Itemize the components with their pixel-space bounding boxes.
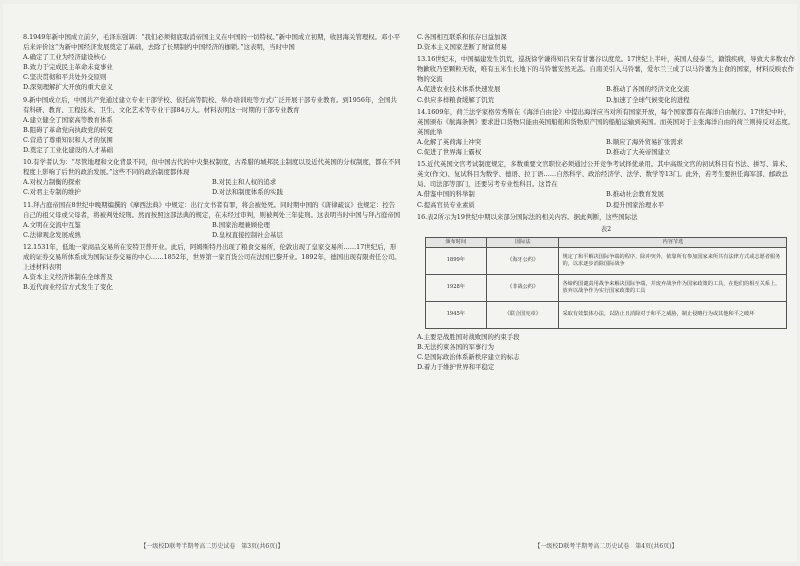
table-cell: 《海牙公约》	[487, 248, 559, 275]
exam-page-3	[23, 32, 401, 550]
option-d: D.皇权直接控制社会基层	[212, 230, 283, 239]
option-a: A.借鉴中国的科举制	[417, 190, 475, 199]
question-stem: 15.近代英国文官考试制度规定，多数重要文官职位必须通过公开竞争考试择优录用。其中高级文官的初试科目有书法、拼写、算术、英文(作文)、复试科目为数学、德语、拉丁语……自然科学、政治经济学、法学、数学等13门。此外，若考生要担任海军部、邮政总局、司法部等部门，还要另考专业性科目。这旨在	[417, 160, 792, 189]
option-c: C.是国际政治体系新秩序建立的标志	[417, 353, 520, 362]
table-header: 国际法	[487, 237, 559, 247]
option-c: C.法律观念发展成熟	[23, 230, 81, 239]
option-a: A.促进农业技术体系快速发展	[417, 85, 501, 94]
question-9	[23, 95, 401, 156]
option-b: B.顺应了海外贸易扩张需求	[606, 137, 684, 146]
option-c: C.促进了世界海上霸权	[417, 148, 482, 157]
option-b: B.致力于完成民主革命未竟事业	[23, 63, 113, 72]
option-d: D.资本主义国家垄断了财富贸易	[417, 43, 508, 52]
option-b: B.近代商业经营方式发生了变化	[23, 283, 113, 292]
table-cell: 规定了和平解决国际争端的程序，除冲突外，依靠所有参加国家来所共有法律方式或志愿者服务的，以求逐步消除国际战争	[559, 248, 787, 275]
question-15	[417, 159, 795, 209]
question-stem: 14.1609年，荷兰法学家格劳秀斯在《海洋自由论》中提出海洋应当对所有国家开放，每个国家都有在海洋自由航行。17世纪中叶，英国颁布《航海条例》要求进口货物只能由英国船舶和货物原产国的船舶运输到英国。而英国对于主张海洋自由的荷兰则持反对态度。英国此举	[417, 107, 795, 136]
option-d: D.着力于维护世界和平稳定	[417, 363, 495, 372]
page-footer: 【一级校D联考半期考高二历史试卷 第3页(共6页)】	[140, 542, 284, 550]
option-c: C.供应多样粮食缓解了饥荒	[417, 95, 494, 104]
option-c: C.坚决贯彻和平共处外交原则	[23, 73, 107, 82]
question-stem: 10.有学者认为：“尽管地理和文化背景不同，但中国古代的中央集权制度，古希腊的城邦民主制度以及近代英国的分权制度，都在不同程度上影响了后世的政治发展。”这些不同的政治制度都体现	[23, 158, 401, 177]
option-d: D.对法和制度体系的实践	[212, 188, 283, 197]
table-cell: 1928年	[425, 275, 487, 302]
question-stem: 9.新中国成立后，中国共产党通过建立专业干部学校、依托高等院校、举办培训班等方式广泛开展干部专业教育。到1956年，全国共有科研、教育、工程技术、卫生、文化艺术等专业干部84万人。材料表明这一时期的干部专业教育	[23, 95, 397, 114]
table-cell: 1899年	[425, 248, 487, 275]
option-c: C.提高官员专业素质	[417, 200, 475, 209]
table-header: 内容节选	[559, 237, 787, 247]
option-b: B.阻碍了革命党向执政党的转变	[23, 125, 113, 134]
question-16	[417, 212, 795, 373]
question-10	[23, 157, 401, 197]
question-12-continued	[417, 32, 795, 52]
option-d: D.加速了全球气候变化的进程	[606, 95, 690, 104]
option-d: D.奠定了工业化建设的人才基础	[23, 146, 114, 155]
question-8	[23, 32, 401, 93]
international-law-table	[425, 237, 788, 329]
question-11	[23, 200, 401, 240]
question-13	[417, 54, 795, 104]
question-stem: 13.16世纪末，中国福建发生饥荒，巡抚徐学谦得知吕宋有甘薯谷以度荒。17世纪上半叶，英国人侵泰兰，籍饿疾病，导致大多数农作物歉收乃至颗粒无收，唯有玉米生长地下的马铃薯安然无恙。自南美引入马铃薯，爱尔兰三成了以马铃薯为主食的国家，材料反映农作物的交流	[417, 55, 795, 84]
option-b: B.无法约束各国的军事行为	[417, 343, 495, 352]
option-a: A.主要是战胜国对战败国的约束手段	[417, 333, 520, 342]
page-footer: 【一级校D联考半期考高二历史试卷 第4页(共6页)】	[534, 542, 678, 550]
option-a: A.化解了英荷海上冲突	[417, 137, 482, 146]
option-b: B.推动社会教育发展	[606, 190, 664, 199]
table-title: 表2	[600, 224, 612, 233]
table-row	[425, 275, 787, 302]
table-row	[425, 302, 787, 329]
table-cell: 各缔约国谴责用战争来解决国际争端，并废弃战争作为国家政策的工具，在他们的相互关系上，放弃以战争作为实行国家政策的工具	[559, 275, 787, 302]
option-b: B.国家治理兼顾伦理	[212, 220, 270, 229]
option-c: C.对君主专制的维护	[23, 188, 81, 197]
option-a: A.确定了工业为经济建设核心	[23, 53, 107, 62]
table-header-row	[425, 237, 787, 247]
option-d: D.推动了大英帝国建立	[606, 148, 671, 157]
option-a: A.建立健全了国家高等教育体系	[23, 115, 113, 124]
table-cell: 《非战公约》	[487, 275, 559, 302]
exam-page-4	[417, 32, 795, 550]
table-header: 颁布时间	[425, 237, 487, 247]
question-12	[23, 242, 401, 292]
table-cell: 采取有效集体办法，以防止且消除对于和平之威胁，制止侵略行为或其他和平之破坏	[559, 302, 787, 329]
question-stem: 11.拜占庭帝国在8世纪中晚期编撰的《摩西法典》中规定：出行文书者有罪，将会被处死。同时期中国的《唐律疏议》也规定：控告自己的祖父母或父母者，将被判处绞刑。然而按照这部法典的规定，在未经过审判，则被判处三年徒刑。这表明当时中国与拜占庭帝国	[23, 200, 401, 219]
question-stem: 8.1949年新中国成立前夕，毛泽东强调：“我们必须彻底取消帝国主义在中国的一切特权。”新中国成立初期，收回海关管理权。邓小平后来评价这“为新中国经济发展奠定了基础，去除了长期制约中国经济的枷锁。”这表明，当时中国	[23, 33, 401, 52]
option-b: B.推动了各国的经济文化交流	[606, 85, 690, 94]
option-c: C.各国相互联系和依存日益加深	[417, 33, 507, 41]
table-cell: 《联合国宪章》	[487, 302, 559, 329]
question-stem: 16.表2所示为19世纪中期以来部分国际法的相关内容。据此判断，这些国际法	[417, 212, 638, 221]
exam-sheet	[3, 4, 797, 562]
table-cell: 1945年	[425, 302, 487, 329]
option-d: D.深刻理解扩大开放的重大意义	[23, 83, 114, 92]
option-d: D.提升国家治理水平	[606, 200, 665, 209]
table-row	[425, 248, 787, 275]
option-b: B.对民主和人权的追求	[212, 178, 277, 187]
option-c: C.营造了尊重知识和人才的氛围	[23, 135, 113, 144]
option-a: A.资本主义经济体制在全球普及	[23, 273, 113, 282]
question-14	[417, 107, 795, 157]
option-a: A.文明在交流中互鉴	[23, 220, 81, 229]
option-a: A.对权力制衡的探索	[23, 178, 81, 187]
question-stem: 12.1531年，低地一家商品交易所在安特卫普开业。此后，阿姆斯特丹出现了粮食交易所，伦敦出现了皇家交易所……17世纪后，形成的证券交易所体系成为国际证券交易的中心……1852年，世界第一家百货公司在法国巴黎开业。1892年，德国出现有限责任公司。上述材料表明	[23, 242, 401, 272]
